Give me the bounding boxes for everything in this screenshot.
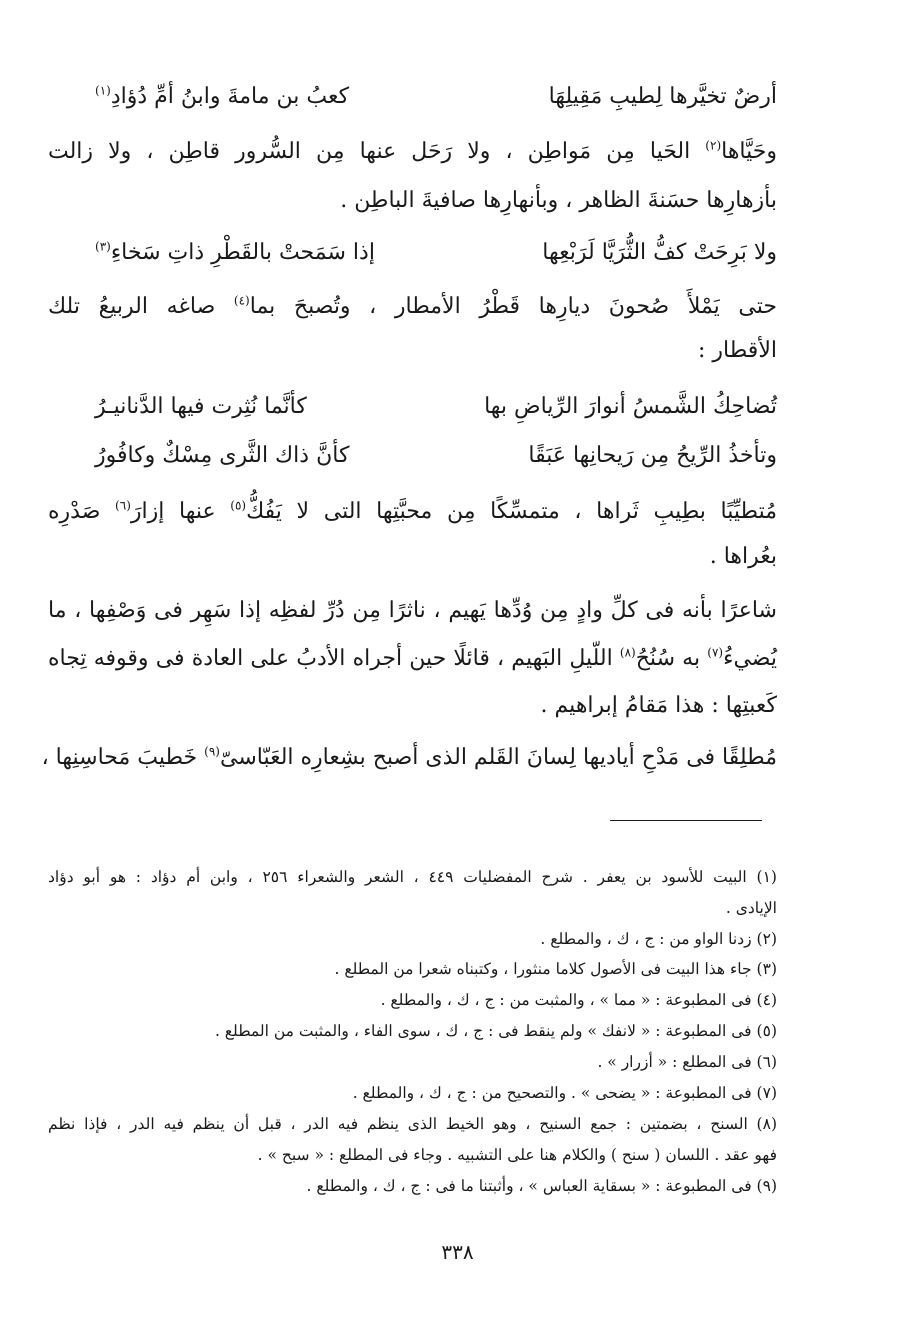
verse-4-second-hemistich: [95, 441, 349, 471]
verse-3-second-hemistich: [95, 392, 307, 422]
footnote-5: [48, 1020, 777, 1042]
verse-text: ولا بَرِحَتْ كفُّ الثُّرَيَّا لَرَبْعِها: [542, 240, 777, 265]
prose-text: الأقطار :: [698, 338, 777, 363]
footnote-4: [48, 989, 777, 1011]
footnote-text: فى المطلع : « أزرار » .: [597, 1053, 752, 1071]
verse-text: إذا سَمَحتْ بالقَطْرِ ذاتِ سَخاءِ: [110, 240, 375, 265]
prose-5-line-1: [41, 743, 777, 773]
footnote-text: فى المطبوعة : « يضحى » . والتصحيح من : ج ، ك ، والمطلع .: [352, 1084, 752, 1102]
verse-text: كعبُ بن مامةَ وابنُ أمِّ دُؤادِ: [110, 84, 350, 109]
footnote-9: [48, 1175, 777, 1197]
footnote-text: فى المطبوعة : « لانفك » ولم ينقط فى : ج ، ك ، سوى الفاء ، والمثبت من المطلع .: [214, 1022, 752, 1040]
verse-1-first-hemistich: [549, 82, 777, 112]
footnote-number: (٤): [756, 991, 777, 1009]
footnote-number: (٣): [756, 960, 777, 978]
prose-2-line-1: [48, 292, 777, 322]
footnote-8-continued: [48, 1144, 777, 1166]
footnote-ref: (٧): [707, 645, 724, 660]
prose-2-line-2: [48, 336, 777, 366]
prose-4-line-2: [48, 644, 777, 674]
footnote-ref: (٩): [204, 744, 220, 759]
prose-3-line-1: [48, 497, 777, 527]
prose-text: عنها إزارَ: [130, 499, 231, 524]
page-number-text: ٣٣٨: [441, 1240, 474, 1264]
prose-text: كَعبتِها : هذا مَقامُ إبراهيم .: [540, 693, 777, 718]
prose-3-line-2: [48, 542, 777, 572]
footnote-1: [48, 866, 777, 888]
prose-text: بأزهارِها حسَنةَ الظاهر ، وبأنهارِها صافيةَ الباطِن .: [340, 188, 777, 213]
verse-text: كأنَّما نُثِرت فيها الدَّنانيـرُ: [95, 394, 307, 419]
footnote-6: [48, 1051, 777, 1073]
verse-4-first-hemistich: [528, 441, 777, 471]
prose-text: حتى يَمْلأَ صُحونَ ديارِها قَطْرُ الأمطار ، وتُصبحَ بما: [249, 294, 777, 319]
footnote-text: فهو عقد . اللسان ( سنح ) والكلام هنا على التشبيه . وجاء فى المطلع : « سبح » .: [257, 1146, 777, 1164]
prose-text: صاغه الربيعُ تلك: [48, 294, 234, 319]
footnote-ref: (٦): [115, 498, 131, 513]
prose-text: مُطلِقًا فى مَدْحِ أياديها لِسانَ القَلم الذى أصبح بشِعارِه العَبّاسىّ: [219, 745, 777, 770]
prose-text: بعُراها .: [709, 544, 777, 569]
verse-2-first-hemistich: [542, 238, 777, 268]
prose-4-line-3: [48, 691, 777, 721]
footnote-number: (١): [756, 868, 777, 886]
prose-text: يُضيءُ: [723, 646, 777, 671]
prose-text: مُتطيِّبًا بطِيبِ ثَراها ، متمسِّكًا مِن محبَّتِها التى لا يَفُكُّ: [246, 499, 778, 524]
verse-text: كأنَّ ذاك الثَّرى مِسْكٌ وكافُورُ: [95, 443, 350, 468]
footnote-text: البيت للأسود بن يعفر . شرح المفضليات ٤٤٩ ، الشعر والشعراء ٢٥٦ ، وابن أم دؤاد : هو أبو دؤاد: [48, 868, 747, 886]
footnote-text: جاء هذا البيت فى الأصول كلاما منثورا ، وكتبناه شعرا من المطلع .: [334, 960, 752, 978]
footnote-1-continued: [48, 897, 777, 919]
prose-text: وحَيَّاها: [721, 139, 777, 164]
prose-text: به سُنُحُ: [635, 646, 708, 671]
verse-text: أرضٌ تخيَّرها لِطيبِ مَقِيلِهَا: [548, 84, 777, 109]
verse-2-second-hemistich: [95, 238, 375, 268]
prose-1-line-1: [48, 137, 777, 167]
footnote-text: زدنا الواو من : ج ، ك ، والمطلع .: [540, 930, 752, 948]
footnote-number: (٩): [756, 1177, 777, 1195]
verse-1-second-hemistich: [95, 82, 349, 112]
page-number: [0, 1240, 915, 1264]
footnote-ref: (٥): [230, 498, 247, 513]
footnote-7: [48, 1082, 777, 1104]
footnote-ref: (١): [95, 83, 111, 98]
footnote-ref: (٣): [95, 239, 111, 254]
prose-4-line-1: [48, 596, 777, 626]
verse-text: وتأخذُ الرِّيحُ مِن رَيحانِها عَبَقًا: [528, 443, 777, 468]
verse-text: تُضاحِكُ الشَّمسُ أنوارَ الرِّياضِ بها: [484, 394, 777, 419]
verse-3-first-hemistich: [484, 392, 777, 422]
footnote-number: (٦): [756, 1053, 777, 1071]
prose-text: شاعرًا بأنه فى كلِّ وادٍ مِن وُدِّها يَهيم ، ناثرًا مِن دُرِّ لفظِه إذا سَهِر فى وَصْفِها ، ما: [48, 598, 777, 623]
footnote-number: (٢): [756, 930, 777, 948]
footnote-text: فى المطبوعة : « مما » ، والمثبت من : ج ، ك ، والمطلع .: [380, 991, 752, 1009]
footnote-ref: (٨): [619, 645, 636, 660]
prose-1-line-2: [48, 186, 777, 216]
footnote-number: (٥): [756, 1022, 777, 1040]
prose-text: صَدْرِه: [48, 499, 116, 524]
footnote-divider: [610, 820, 762, 821]
prose-text: اللّيلِ البَهيم ، قائلًا حين أجراه الأدبُ على العادة فى وقوفه تِجاه: [48, 646, 620, 671]
footnote-text: الإيادى .: [725, 899, 777, 917]
prose-text: خَطيبَ مَحاسِنِها ،: [41, 745, 205, 770]
footnote-8: [48, 1113, 777, 1135]
footnote-number: (٨): [756, 1115, 777, 1133]
footnote-text: السنح ، بضمتين : جمع السنيح ، وهو الخيط الذى ينظم فيه الدر ، قبل أن ينظم فيه الدر ، فإذا نظم: [48, 1115, 748, 1133]
footnote-text: فى المطبوعة : « بسقاية العباس » ، وأثبتنا ما فى : ج ، ك ، والمطلع .: [306, 1177, 752, 1195]
footnote-2: [48, 928, 777, 950]
footnote-ref: (٢): [705, 138, 722, 153]
footnote-ref: (٤): [233, 293, 250, 308]
footnote-number: (٧): [756, 1084, 777, 1102]
prose-text: الحَيا مِن مَواطِن ، ولا رَحَل عنها مِن السُّرور قاطِن ، ولا زالت: [48, 139, 706, 164]
footnote-3: [48, 958, 777, 980]
